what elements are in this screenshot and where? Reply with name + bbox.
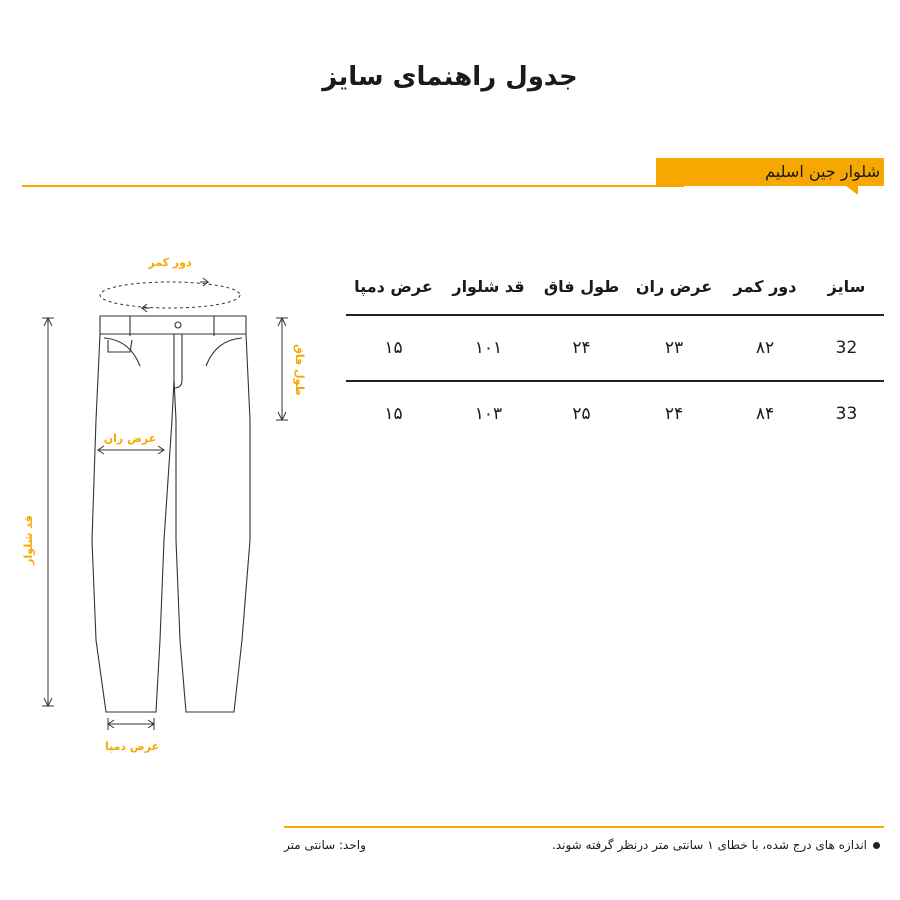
header-size: سایز xyxy=(827,276,866,296)
hem-dimension-line xyxy=(108,718,154,730)
category-label: شلوار جین اسلیم xyxy=(765,162,880,181)
header-thigh: عرض ران xyxy=(635,276,713,296)
jeans-diagram xyxy=(0,240,320,760)
header-waist: دور کمر xyxy=(733,276,797,296)
cell-waist: ۸۴ xyxy=(755,404,775,424)
hem-label: عرض دمپا xyxy=(104,740,160,753)
size-table xyxy=(346,258,884,446)
cell-hem: ۱۵ xyxy=(384,404,403,424)
waist-measure-ellipse xyxy=(100,282,240,308)
cell-hem: ۱۵ xyxy=(384,338,403,358)
table-header-row xyxy=(346,258,884,314)
unit-note: واحد: سانتی متر xyxy=(284,838,366,852)
bullet-icon xyxy=(873,842,880,849)
length-dimension-line xyxy=(42,318,54,706)
category-tab-tail xyxy=(846,186,858,195)
cell-length: ۱۰۱ xyxy=(474,338,503,358)
cell-waist: ۸۲ xyxy=(755,338,775,358)
cell-length: ۱۰۳ xyxy=(474,404,503,424)
cell-size: 32 xyxy=(835,338,858,358)
category-tab xyxy=(656,158,884,186)
tolerance-note xyxy=(552,838,880,852)
header-rise: طول فاق xyxy=(543,276,620,296)
header-length: قد شلوار xyxy=(452,276,525,296)
cell-thigh: ۲۳ xyxy=(664,338,684,358)
table-row xyxy=(346,314,884,380)
cell-thigh: ۲۴ xyxy=(664,404,684,424)
page-title: جدول راهنمای سایز xyxy=(322,62,578,92)
tolerance-note-text: اندازه های درج شده، با خطای ۱ سانتی متر درنظر گرفته شوند. xyxy=(551,838,867,852)
cell-rise: ۲۵ xyxy=(572,404,591,424)
rise-label: طول فاق xyxy=(293,344,306,396)
waist-arrow-top xyxy=(200,278,208,286)
jeans-outline xyxy=(92,316,250,712)
category-divider xyxy=(22,185,684,187)
length-label: قد شلوار xyxy=(22,515,35,565)
waist-arrow-bottom xyxy=(142,304,150,312)
waist-label: دور کمر xyxy=(148,256,192,269)
table-row xyxy=(346,380,884,446)
cell-rise: ۲۴ xyxy=(572,338,591,358)
thigh-dimension-line xyxy=(98,446,164,454)
thigh-label: عرض ران xyxy=(103,432,157,445)
header-hem: عرض دمپا xyxy=(354,276,433,296)
footer-divider xyxy=(284,826,884,828)
cell-size: 33 xyxy=(835,404,858,424)
rise-dimension-line xyxy=(276,318,288,420)
